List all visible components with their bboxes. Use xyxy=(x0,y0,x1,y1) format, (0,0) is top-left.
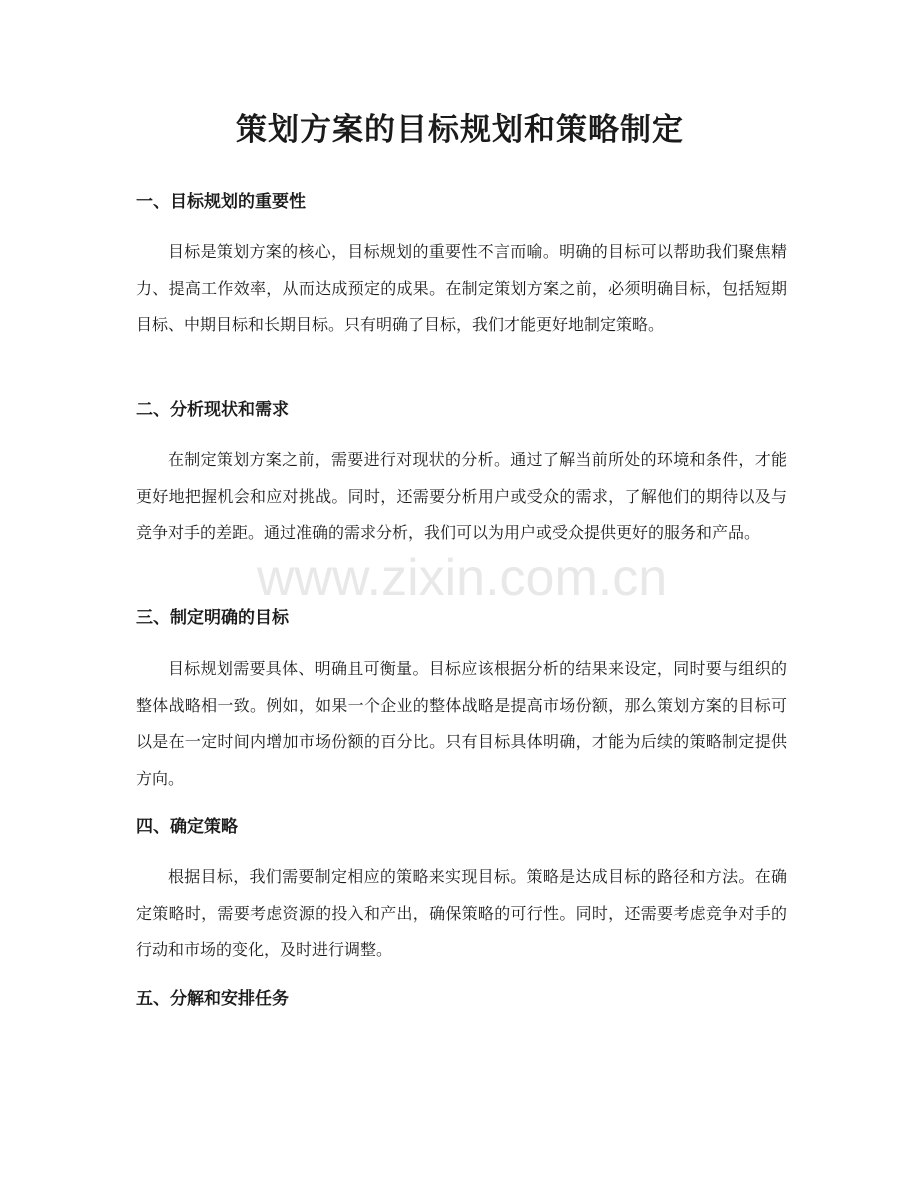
document-title: 策划方案的目标规划和策略制定 xyxy=(236,112,684,148)
section-body-3: 目标规划需要具体、明确且可衡量。目标应该根据分析的结果来设定，同时要与组织的整体战略相一致。例如，如果一个企业的整体战略是提高市场份额，那么策划方案的目标可以是在一定时间内增加市场份额的百分比。只有目标具体明确，才能为后续的策略制定提供方向。 xyxy=(136,659,787,788)
watermark-text: www.zixin.com.cn xyxy=(256,549,668,607)
section-body-2: 在制定策划方案之前，需要进行对现状的分析。通过了解当前所处的环境和条件，才能更好地把握机会和应对挑战。同时，还需要分析用户或受众的需求，了解他们的期待以及与竞争对手的差距。通过准确的需求分析，我们可以为用户或受众提供更好的服务和产品。 xyxy=(136,450,787,542)
section-heading-2: 二、分析现状和需求 xyxy=(136,400,289,420)
section-heading-3: 三、制定明确的目标 xyxy=(136,608,289,628)
section-heading-4: 四、确定策略 xyxy=(136,817,238,837)
section-heading-1: 一、目标规划的重要性 xyxy=(136,192,306,212)
section-body-1: 目标是策划方案的核心，目标规划的重要性不言而喻。明确的目标可以帮助我们聚焦精力、提高工作效率，从而达成预定的成果。在制定策划方案之前，必须明确目标，包括短期目标、中期目标和长期目标。只有明确了目标，我们才能更好地制定策略。 xyxy=(136,242,787,334)
section-heading-5: 五、分解和安排任务 xyxy=(136,989,289,1009)
section-body-4: 根据目标，我们需要制定相应的策略来实现目标。策略是达成目标的路径和方法。在确定策略时，需要考虑资源的投入和产出，确保策略的可行性。同时，还需要考虑竞争对手的行动和市场的变化，及时进行调整。 xyxy=(136,867,787,959)
